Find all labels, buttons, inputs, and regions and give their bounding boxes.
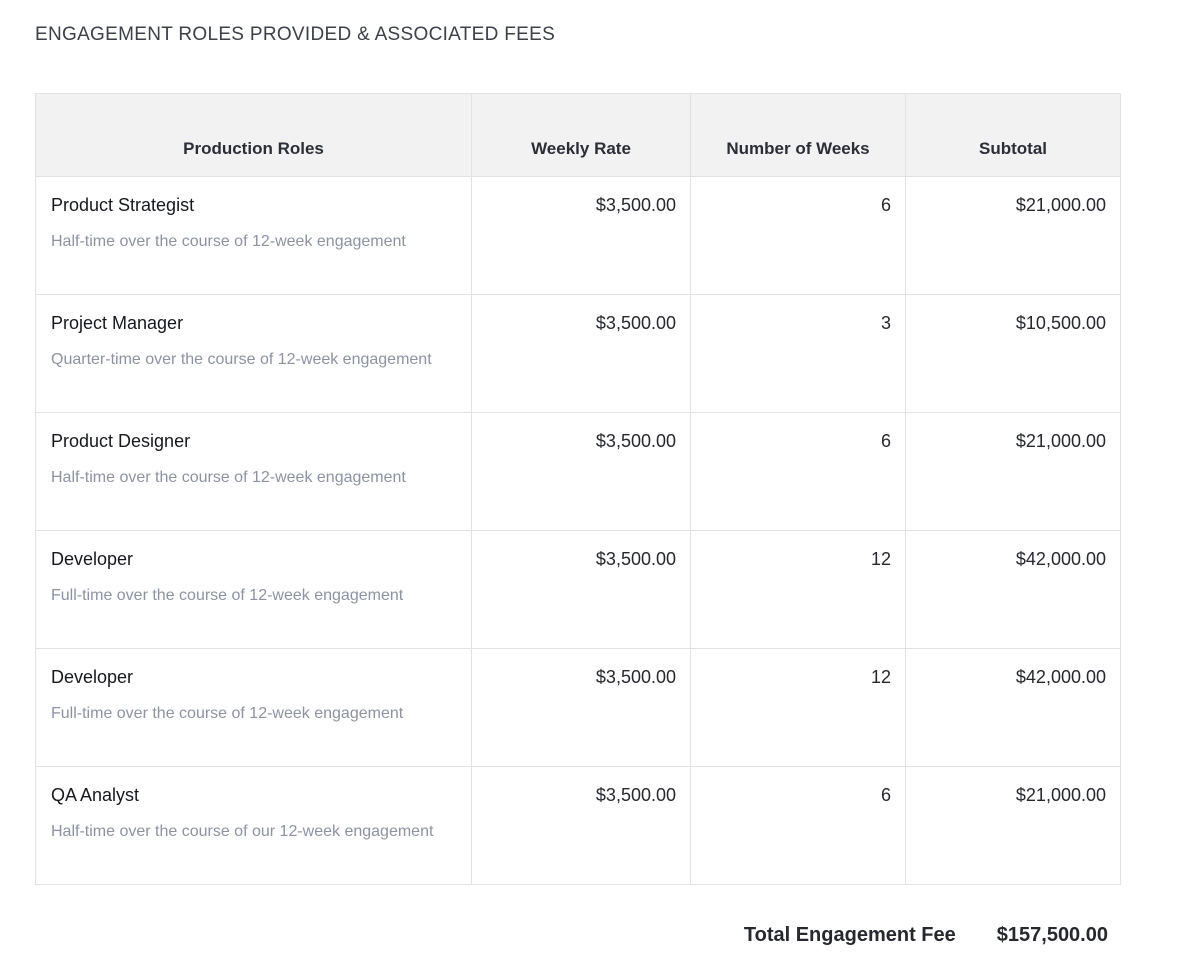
weeks-cell: 6	[691, 767, 906, 885]
role-name: Project Manager	[51, 313, 184, 333]
role-cell	[36, 767, 472, 885]
page-title: ENGAGEMENT ROLES PROVIDED & ASSOCIATED FEES	[35, 24, 556, 45]
column-header-production-roles: Production Roles	[36, 94, 472, 177]
weeks-cell: 3	[691, 295, 906, 413]
column-header-weekly-rate: Weekly Rate	[472, 94, 691, 177]
column-header-number-of-weeks: Number of Weeks	[691, 94, 906, 177]
subtotal-cell: $42,000.00	[906, 649, 1121, 767]
weeks-cell: 6	[691, 177, 906, 295]
total-row	[35, 924, 1120, 947]
subtotal-cell: $21,000.00	[906, 767, 1121, 885]
weekly-rate-cell: $3,500.00	[472, 767, 691, 885]
total-engagement-fee-label: Total Engagement Fee	[743, 924, 956, 946]
role-name: Developer	[51, 667, 134, 687]
table-row	[36, 413, 1121, 531]
role-description: Full-time over the course of 12-week engagement	[51, 587, 404, 604]
subtotal-cell: $10,500.00	[906, 295, 1121, 413]
role-description: Half-time over the course of 12-week engagement	[51, 469, 406, 486]
weekly-rate-cell: $3,500.00	[472, 177, 691, 295]
weekly-rate-cell: $3,500.00	[472, 295, 691, 413]
role-description: Half-time over the course of our 12-week engagement	[51, 823, 434, 840]
table-body	[36, 177, 1121, 885]
role-name: QA Analyst	[51, 785, 140, 805]
table-row	[36, 531, 1121, 649]
role-cell	[36, 177, 472, 295]
role-description: Half-time over the course of 12-week engagement	[51, 233, 406, 250]
table-row	[36, 295, 1121, 413]
table-row	[36, 767, 1121, 885]
subtotal-cell: $42,000.00	[906, 531, 1121, 649]
weeks-cell: 12	[691, 531, 906, 649]
role-name: Product Designer	[51, 431, 191, 451]
total-engagement-fee-value: $157,500.00	[996, 924, 1108, 946]
weeks-cell: 6	[691, 413, 906, 531]
subtotal-cell: $21,000.00	[906, 413, 1121, 531]
role-name: Developer	[51, 549, 134, 569]
role-name: Product Strategist	[51, 195, 195, 215]
role-description: Quarter-time over the course of 12-week engagement	[51, 351, 432, 368]
column-header-subtotal: Subtotal	[906, 94, 1121, 177]
role-cell	[36, 531, 472, 649]
role-cell	[36, 295, 472, 413]
table-row	[36, 177, 1121, 295]
table-header	[36, 94, 1121, 177]
weekly-rate-cell: $3,500.00	[472, 413, 691, 531]
role-cell	[36, 649, 472, 767]
engagement-fees-table	[35, 93, 1121, 885]
role-description: Full-time over the course of 12-week engagement	[51, 705, 404, 722]
weeks-cell: 12	[691, 649, 906, 767]
weekly-rate-cell: $3,500.00	[472, 531, 691, 649]
table-row	[36, 649, 1121, 767]
subtotal-cell: $21,000.00	[906, 177, 1121, 295]
role-cell	[36, 413, 472, 531]
weekly-rate-cell: $3,500.00	[472, 649, 691, 767]
